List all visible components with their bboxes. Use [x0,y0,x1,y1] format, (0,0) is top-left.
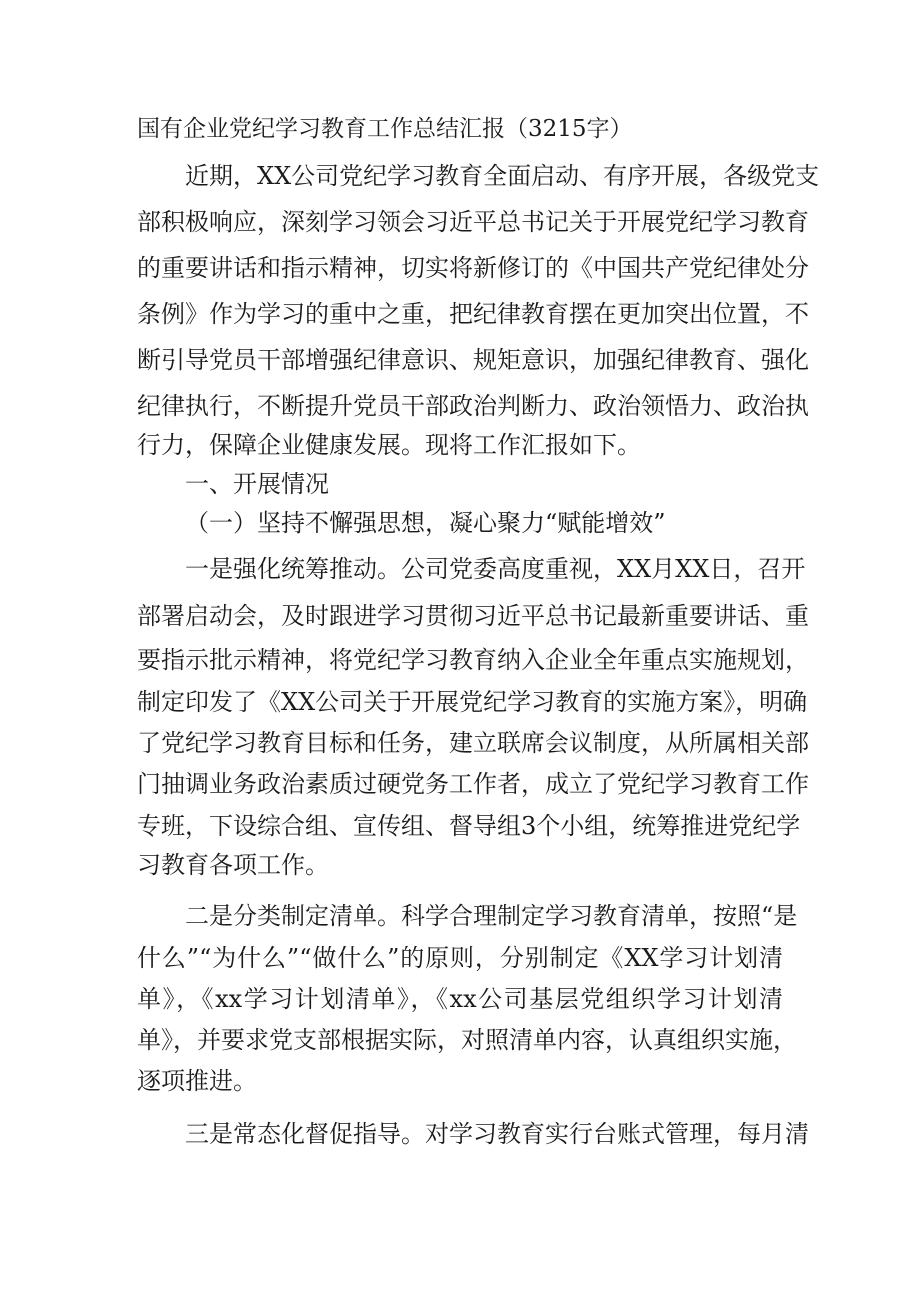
paragraph-line: 专班，下设综合组、宣传组、督导组3个小组，统筹推进党纪学 [137,812,801,840]
paragraph-line: 了党纪学习教育目标和任务，建立联席会议制度，从所属相关部 [137,729,809,757]
paragraph-line: 什么”“为什么”“做什么”的原则，分别制定《XX学习计划清 [137,944,783,972]
paragraph-line: 要指示批示精神，将党纪学习教育纳入企业全年重点实施规划， [137,646,809,674]
paragraph-line: 一是强化统筹推动。公司党委高度重视，XX月XX日，召开 [185,555,806,583]
subsection-heading: （一）坚持不懈强思想，凝心聚力“赋能增效” [185,509,666,537]
document-title: 国有企业党纪学习教育工作总结汇报（3215字） [137,116,633,142]
paragraph-line: 逐项推进。 [137,1067,257,1095]
paragraph-line: 制定印发了《XX公司关于开展党纪学习教育的实施方案》，明确 [137,688,808,716]
paragraph-line: 行力，保障企业健康发展。现将工作汇报如下。 [137,431,641,459]
paragraph-line: 三是常态化督促指导。对学习教育实行台账式管理，每月清 [185,1120,809,1148]
paragraph-line: 的重要讲话和指示精神，切实将新修订的《中国共产党纪律处分 [137,254,809,282]
paragraph-line: 条例》作为学习的重中之重，把纪律教育摆在更加突出位置，不 [137,300,809,328]
section-heading: 一、开展情况 [185,470,329,498]
paragraph-line: 二是分类制定清单。科学合理制定学习教育清单，按照“是 [185,902,798,930]
paragraph-line: 断引导党员干部增强纪律意识、规矩意识，加强纪律教育、强化 [137,346,809,374]
paragraph-line: 单》，并要求党支部根据实际，对照清单内容，认真组织实施， [137,1026,797,1054]
paragraph-line: 门抽调业务政治素质过硬党务工作者，成立了党纪学习教育工作 [137,770,809,798]
paragraph-line: 纪律执行，不断提升党员干部政治判断力、政治领悟力、政治执 [137,392,809,420]
paragraph-line: 部署启动会，及时跟进学习贯彻习近平总书记最新重要讲话、重 [137,602,809,630]
paragraph-line: 单》，《xx学习计划清单》，《xx公司基层党组织学习计划清 [137,985,783,1013]
paragraph-line: 近期，XX公司党纪学习教育全面启动、有序开展，各级党支 [185,162,820,190]
paragraph-line: 部积极响应，深刻学习领会习近平总书记关于开展党纪学习教育 [137,208,809,236]
paragraph-line: 习教育各项工作。 [137,851,329,879]
